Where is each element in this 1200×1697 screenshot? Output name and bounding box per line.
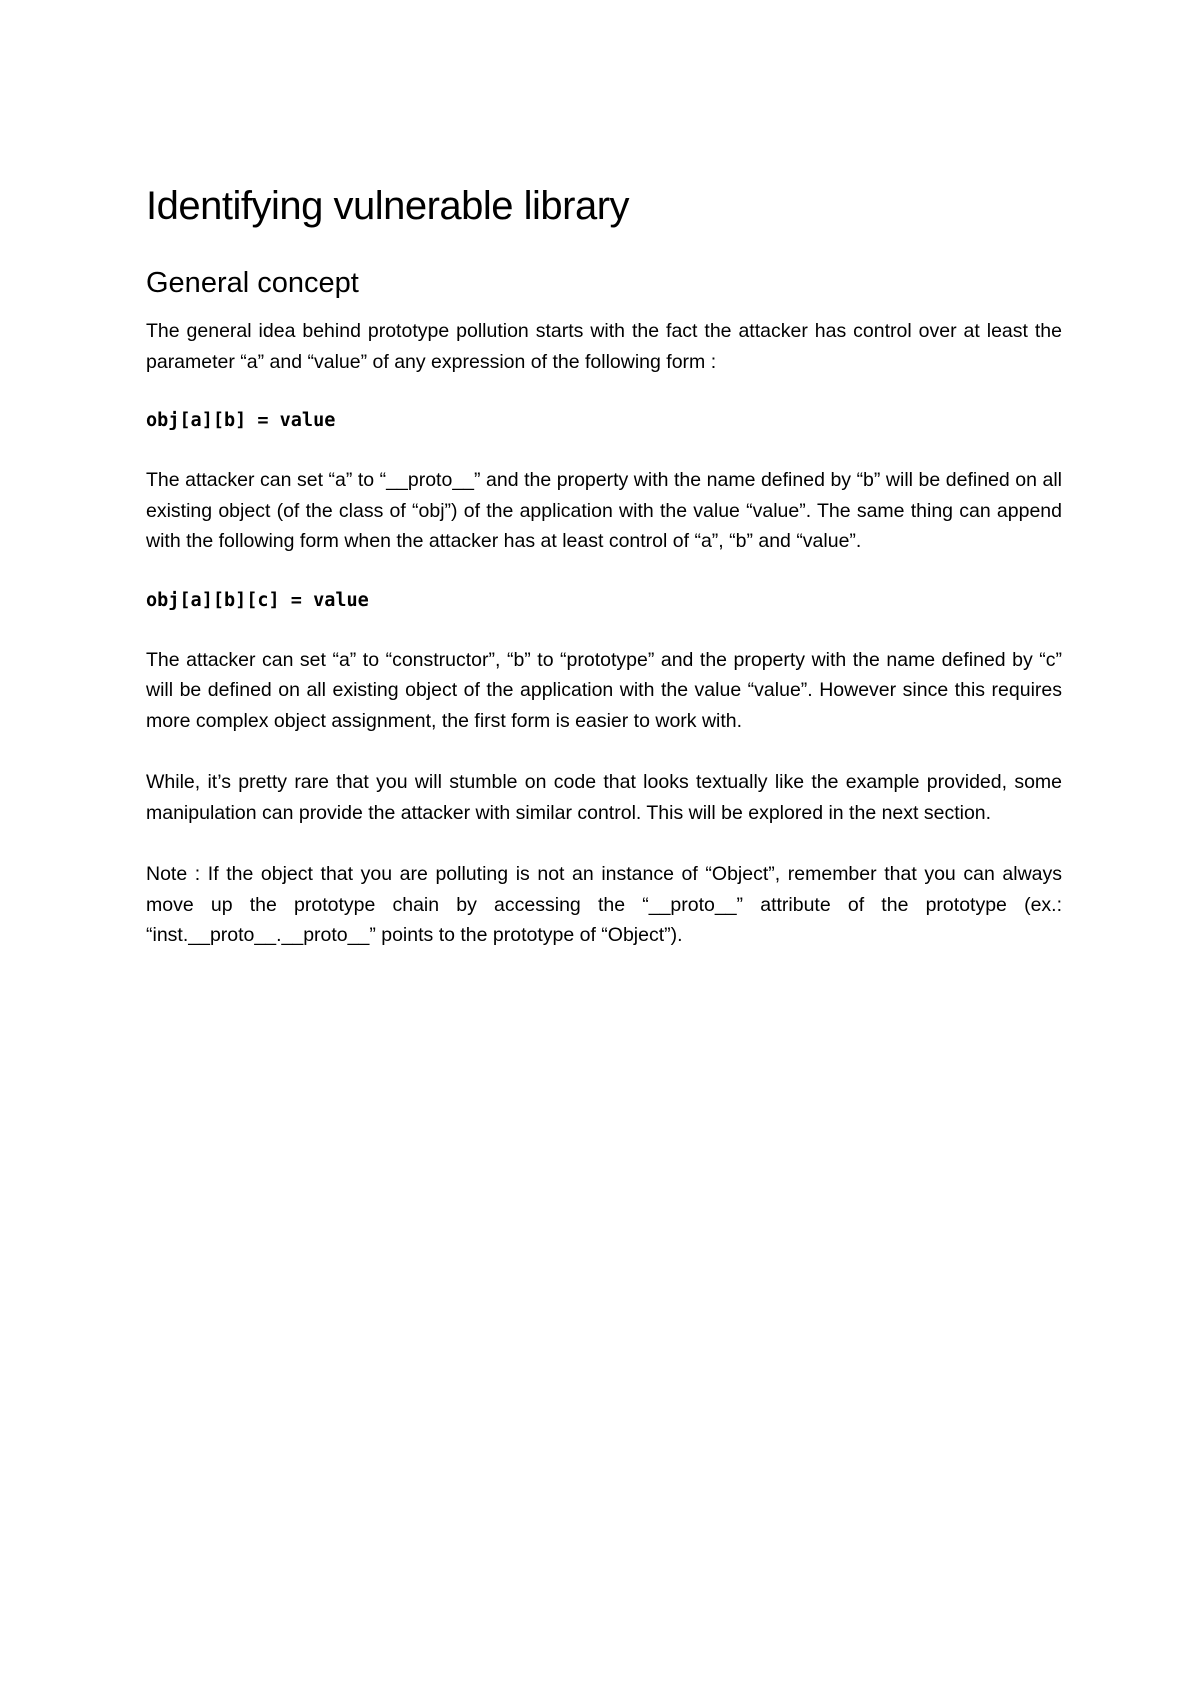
paragraph-intro: The general idea behind prototype pollution starts with the fact the attacker has control over at least the parameter “a” and “value” of any expression of the following form : [146,320,1062,373]
paragraph-proto-explanation: The attacker can set “a” to “__proto__” and the property with the name defined by “b” will be defined on all existing object (of the class of “obj”) of the application with the value “value”. The same thing can append with the following form when the attacker has at least control of “a”, “b” and “value”. [146,469,1062,552]
code-example-1: obj[a][b] = value [146,410,336,431]
page-title: Identifying vulnerable library [146,184,630,228]
paragraph-constructor-explanation: The attacker can set “a” to “constructor”, “b” to “prototype” and the property with the name defined by “c” will be defined on all existing object of the application with the value “value”. However since this requires more complex object assignment, the first form is easier to work with. [146,648,1062,732]
paragraph-rarity: While, it’s pretty rare that you will stumble on code that looks textually like the example provided, some manipulation can provide the attacker with similar control. This will be explored in the next section. [146,771,1062,824]
document-page [146,182,1062,951]
paragraph-note: Note : If the object that you are polluting is not an instance of “Object”, remember that you can always move up the prototype chain by accessing the “__proto__” attribute of the prototype (ex.: “inst.__proto__.__proto__” points to the prototype of “Object”). [146,863,1062,946]
code-example-2: obj[a][b][c] = value [146,589,369,611]
section-heading: General concept [146,267,359,299]
